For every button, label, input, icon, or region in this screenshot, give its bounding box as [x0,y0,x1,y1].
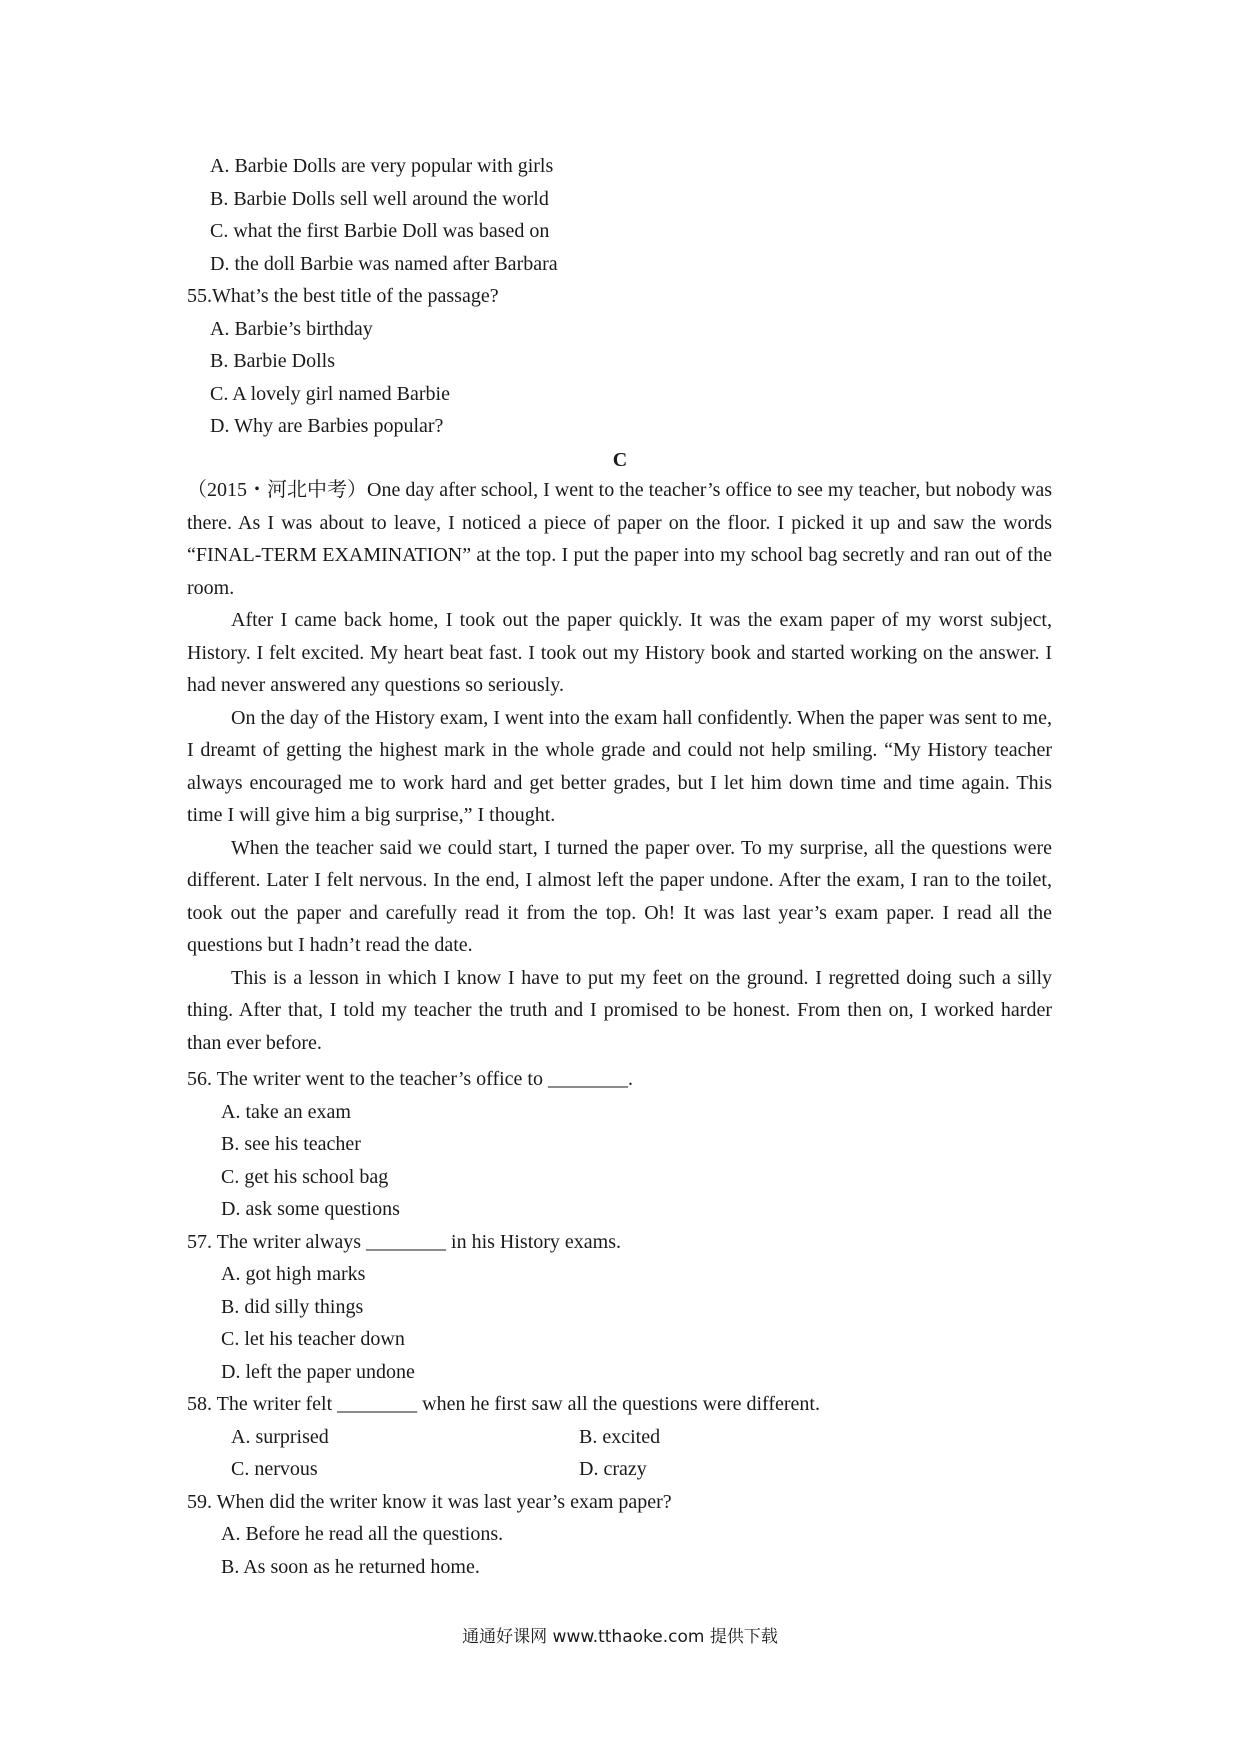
q58-option-b: B. excited [579,1426,661,1448]
q56-option-b: B. see his teacher [221,1133,361,1155]
section-heading: C [612,449,628,471]
q55-question: 55.What’s the best title of the passage? [187,285,499,307]
q55-option-d: D. Why are Barbies popular? [210,415,444,437]
q54-option-d: D. the doll Barbie was named after Barbara [210,253,558,275]
passage-paragraph: This is a lesson in which I know I have to put my feet on the ground. I regretted doing such a silly thing. After that, I told my teacher the truth and I promised to be honest. From then on, I worked harder than ever before. [187,966,1052,1054]
q57-question: 57. The writer always ________ in his History exams. [187,1231,622,1253]
q57-option-c: C. let his teacher down [221,1328,405,1350]
q56-option-a: A. take an exam [221,1101,351,1123]
passage [187,474,1052,1059]
q59-option-b: B. As soon as he returned home. [221,1556,480,1578]
q56-option-c: C. get his school bag [221,1166,389,1188]
q59-option-a: A. Before he read all the questions. [221,1523,504,1545]
q57-option-b: B. did silly things [221,1296,364,1318]
q56-option-d: D. ask some questions [221,1198,400,1220]
q54-option-b: B. Barbie Dolls sell well around the world [210,188,549,210]
q58-option-a: A. surprised [231,1426,329,1448]
passage-paragraph: When the teacher said we could start, I turned the paper over. To my surprise, all the questions were different. Later I felt nervous. In the end, I almost left the paper undone. After the exam, I ran to the toilet, took out the paper and carefully read it from the top. Oh! It was last year’s exam paper. I read all the questions but I hadn’t read the date. [187,836,1052,956]
passage-paragraph: （2015・河北中考）One day after school, I went to the teacher’s office to see my teacher, but nobody was there. As I was about to leave, I noticed a piece of paper on the floor. I picked it up and saw the words “FINAL-TERM EXAMINATION” at the top. I put the paper into my school bag secretly and ran out of the room. [187,479,1052,599]
q55-option-b: B. Barbie Dolls [210,350,335,372]
q57-option-a: A. got high marks [221,1263,366,1285]
page-footer: 通通好课网 www.tthaoke.com 提供下载 [462,1627,778,1647]
q55-option-c: C. A lovely girl named Barbie [210,383,450,405]
q57-option-d: D. left the paper undone [221,1361,415,1383]
q54-option-c: C. what the first Barbie Doll was based on [210,220,550,242]
q56-question: 56. The writer went to the teacher’s office to ________. [187,1068,633,1090]
q58-question: 58. The writer felt ________ when he first saw all the questions were different. [187,1393,820,1415]
q58-option-d: D. crazy [579,1458,647,1480]
q58-option-c: C. nervous [231,1458,318,1480]
q55-option-a: A. Barbie’s birthday [210,318,373,340]
q59-question: 59. When did the writer know it was last year’s exam paper? [187,1491,672,1513]
passage-paragraph: On the day of the History exam, I went into the exam hall confidently. When the paper was sent to me, I dreamt of getting the highest mark in the whole grade and could not help smiling. “My History teacher always encouraged me to work hard and get better grades, but I let him down time and time again. This time I will give him a big surprise,” I thought. [187,706,1052,826]
passage-paragraph: After I came back home, I took out the paper quickly. It was the exam paper of my worst subject, History. I felt excited. My heart beat fast. I took out my History book and started working on the answer. I had never answered any questions so seriously. [187,609,1052,696]
q54-option-a: A. Barbie Dolls are very popular with girls [210,155,554,177]
